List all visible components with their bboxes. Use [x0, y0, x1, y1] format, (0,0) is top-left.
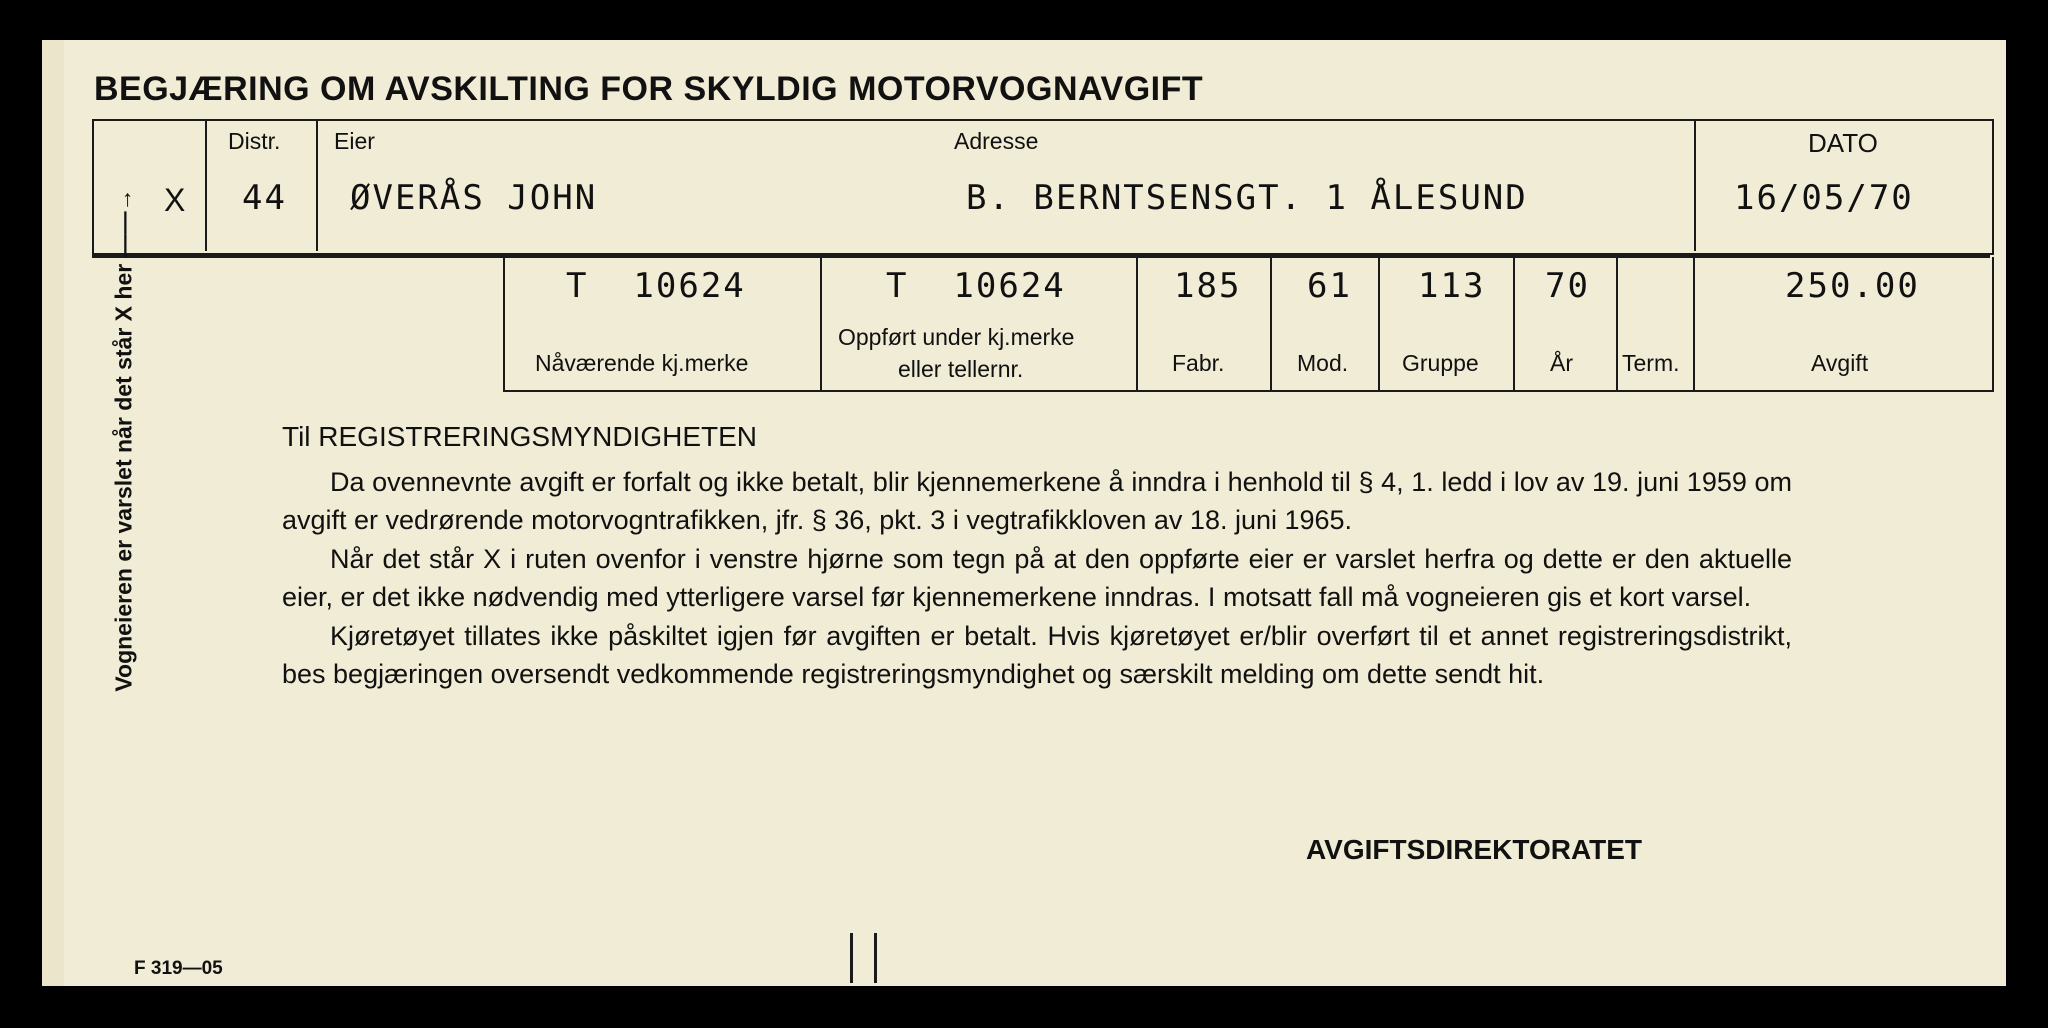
dato-value: 16/05/70	[1734, 178, 1914, 218]
navarende-value: T 10624	[566, 266, 746, 306]
oppfort-label-2: eller tellernr.	[898, 356, 1024, 382]
avgift-value: 250.00	[1785, 266, 1920, 306]
oppfort-value: T 10624	[886, 266, 1066, 306]
mark-line-1	[850, 933, 853, 983]
gruppe-label: Gruppe	[1402, 350, 1479, 376]
distr-value: 44	[242, 178, 287, 218]
recipient: Til REGISTRERINGSMYNDIGHETEN	[282, 421, 757, 452]
adresse-label: Adresse	[954, 128, 1039, 154]
side-note-text: Vogneieren er varslet når det står X her	[110, 263, 137, 692]
ar-label: År	[1550, 350, 1573, 376]
form-title: BEGJÆRING OM AVSKILTING FOR SKYLDIG MOTORVOGNAVGIFT	[94, 70, 1204, 108]
term-label: Term.	[1622, 350, 1680, 376]
avgift-label: Avgift	[1811, 350, 1869, 376]
navarende-label: Nåværende kj.merke	[535, 350, 749, 376]
signature: AVGIFTSDIREKTORATET	[1306, 834, 1642, 865]
ar-value: 70	[1545, 266, 1590, 306]
oppfort-label-1: Oppført under kj.merke	[838, 324, 1075, 350]
mark-line-2	[874, 933, 877, 983]
paragraph-2: Når det står X i ruten ovenfor i venstre hjørne som tegn på at den oppførte eier er varslet herfra og dette er den aktuelle eier, er det ikke nødvendig med ytterligere varsel før kjennemerkene inndras. I motsatt fall må vogneieren gis et kort varsel.	[282, 543, 1792, 612]
eier-label: Eier	[334, 128, 375, 154]
body-text	[282, 418, 1792, 694]
arrow-right-icon: ——→	[110, 188, 137, 258]
dato-label: DATO	[1808, 128, 1878, 158]
form-number: F 319—05	[134, 958, 223, 979]
x-mark: X	[164, 182, 186, 218]
eier-value: ØVERÅS JOHN	[350, 178, 598, 218]
mod-label: Mod.	[1297, 350, 1349, 376]
fabr-label: Fabr.	[1172, 350, 1225, 376]
fabr-value: 185	[1174, 266, 1242, 306]
side-note	[111, 188, 138, 691]
paragraph-1: Da ovennevnte avgift er forfalt og ikke betalt, blir kjennemerkene å inndra i henhold til § 4, 1. ledd i lov av 19. juni 1959 om avgift er vedrørende motorvogntrafikken, jfr. § 36, pkt. 3 i vegtrafikkloven av 18. juni 1965.	[282, 466, 1792, 535]
mod-value: 61	[1307, 266, 1352, 306]
distr-label: Distr.	[228, 128, 281, 154]
gruppe-value: 113	[1418, 266, 1486, 306]
adresse-value: B. BERNTSENSGT. 1 ÅLESUND	[966, 178, 1528, 218]
paragraph-3: Kjøretøyet tillates ikke påskiltet igjen før avgiften er betalt. Hvis kjøretøyet er/blir overført til et annet registreringsdistrikt, bes begjæringen oversendt vedkommende registreringsmyndighet og særskilt melding om dette sendt hit.	[282, 620, 1792, 689]
